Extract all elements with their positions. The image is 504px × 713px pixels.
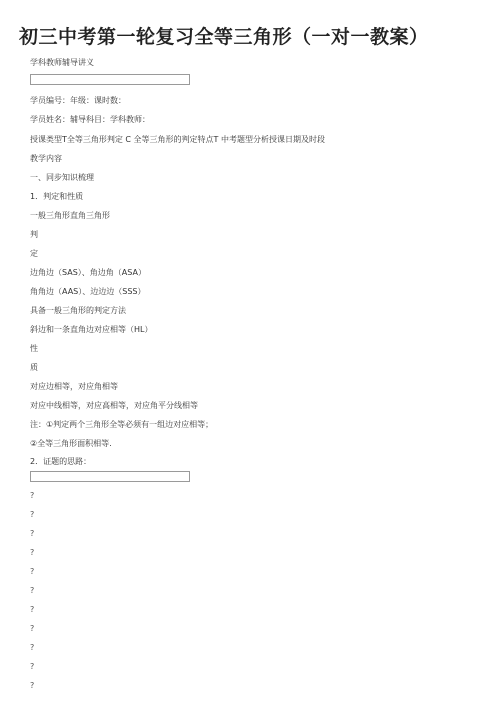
placeholder-mark: ? [30, 662, 35, 671]
student-name-line: 学员姓名：辅导科目：学科教师： [30, 115, 150, 124]
placeholder-mark: ? [30, 491, 35, 500]
empty-text-box [30, 471, 190, 482]
section-heading: 一、同步知识梳理 [30, 173, 94, 182]
subsection-heading: 1．判定和性质 [30, 192, 84, 201]
empty-text-box [30, 74, 190, 85]
text-line: 判 [30, 230, 38, 239]
placeholder-mark: ? [30, 567, 35, 576]
placeholder-mark: ? [30, 681, 35, 690]
note-line: 注：①判定两个三角形全等必须有一组边对应相等； [30, 420, 214, 429]
placeholder-mark: ? [30, 548, 35, 557]
student-id-line: 学员编号：年级：课时数： [30, 96, 126, 105]
text-line: 边角边（SAS）、角边角（ASA） [30, 268, 146, 277]
lesson-type-line: 授课类型T全等三角形判定 C 全等三角形的判定特点T 中考题型分析授课日期及时段 [30, 135, 325, 144]
text-line: 斜边和一条直角边对应相等（HL） [30, 325, 153, 334]
text-line: 定 [30, 249, 38, 258]
text-line: 性 [30, 344, 38, 353]
text-line: 质 [30, 363, 38, 372]
placeholder-mark: ? [30, 643, 35, 652]
text-line: 角角边（AAS）、边边边（SSS） [30, 287, 146, 296]
teaching-content-label: 教学内容 [30, 154, 62, 163]
note-line: ②全等三角形面积相等. [30, 439, 112, 448]
document-title: 初三中考第一轮复习全等三角形（一对一教案） [19, 26, 429, 48]
placeholder-mark: ? [30, 586, 35, 595]
text-line: 对应边相等，对应角相等 [30, 382, 118, 391]
subsection-heading: 2．证题的思路： [30, 457, 92, 466]
placeholder-mark: ? [30, 529, 35, 538]
table-header-line: 一般三角形直角三角形 [30, 211, 110, 220]
text-line: 具备一般三角形的判定方法 [30, 306, 126, 315]
placeholder-mark: ? [30, 510, 35, 519]
text-line: 对应中线相等，对应高相等，对应角平分线相等 [30, 401, 198, 410]
placeholder-mark: ? [30, 605, 35, 614]
placeholder-mark: ? [30, 624, 35, 633]
header-label: 学科教师辅导讲义 [30, 58, 94, 67]
